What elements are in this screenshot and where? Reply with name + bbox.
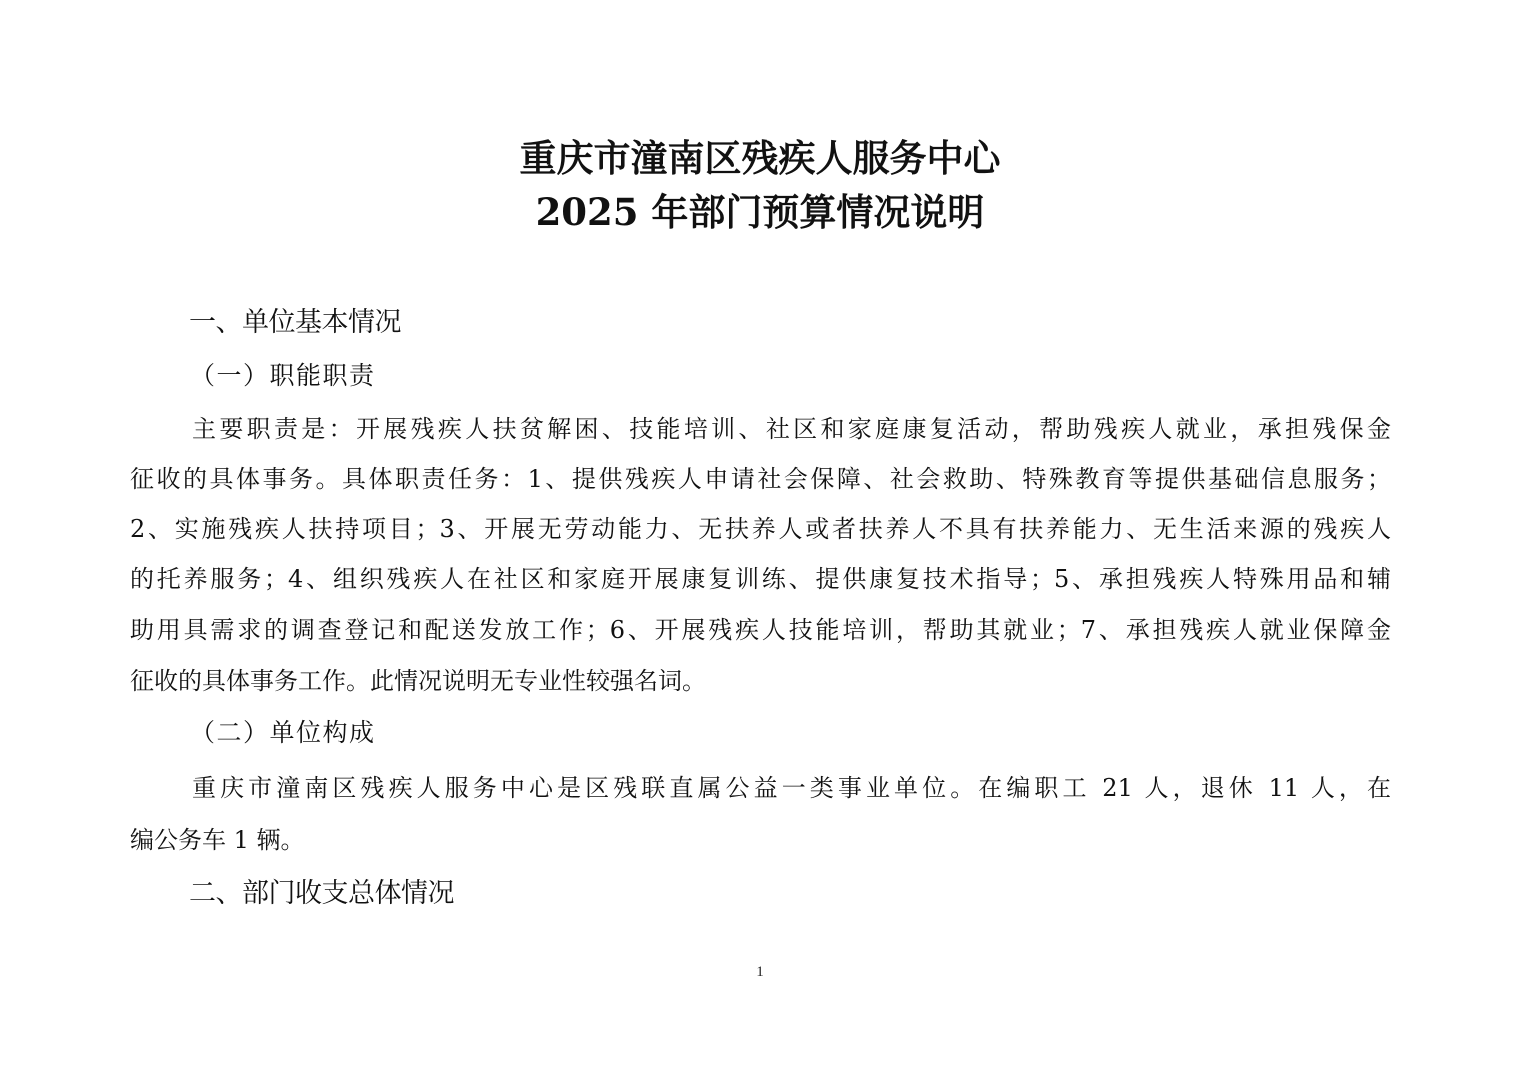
document-title-line1: 重庆市潼南区残疾人服务中心 bbox=[519, 136, 1001, 180]
paragraph-line: 2、实施残疾人扶持项目；3、开展无劳动能力、无扶养人或者扶养人不具有扶养能力、无生活来源的残疾人 bbox=[130, 515, 1391, 543]
document-title-line2: 2025 年部门预算情况说明 bbox=[535, 190, 985, 234]
paragraph-line: 编公务车 1 辆。 bbox=[130, 826, 305, 854]
subsection-heading-composition: （二）单位构成 bbox=[190, 718, 376, 747]
section-heading-basic-info: 一、单位基本情况 bbox=[189, 307, 401, 338]
paragraph-line: 重庆市潼南区残疾人服务中心是区残联直属公益一类事业单位。在编职工 21 人，退休 11 人，在 bbox=[192, 774, 1391, 802]
paragraph-line: 征收的具体事务。具体职责任务：1、提供残疾人申请社会保障、社会救助、特殊教育等提供基础信息服务； bbox=[130, 465, 1391, 493]
paragraph-line: 征收的具体事务工作。此情况说明无专业性较强名词。 bbox=[130, 667, 706, 695]
paragraph-line: 的托养服务；4、组织残疾人在社区和家庭开展康复训练、提供康复技术指导；5、承担残疾人特殊用品和辅 bbox=[130, 565, 1391, 593]
page-number: 1 bbox=[756, 964, 764, 980]
paragraph-line: 主要职责是：开展残疾人扶贫解困、技能培训、社区和家庭康复活动，帮助残疾人就业，承担残保金 bbox=[192, 415, 1391, 443]
section-heading-budget-overview: 二、部门收支总体情况 bbox=[189, 878, 454, 909]
paragraph-line: 助用具需求的调查登记和配送发放工作；6、开展残疾人技能培训，帮助其就业；7、承担残疾人就业保障金 bbox=[130, 616, 1391, 644]
subsection-heading-duties: （一）职能职责 bbox=[190, 361, 376, 390]
